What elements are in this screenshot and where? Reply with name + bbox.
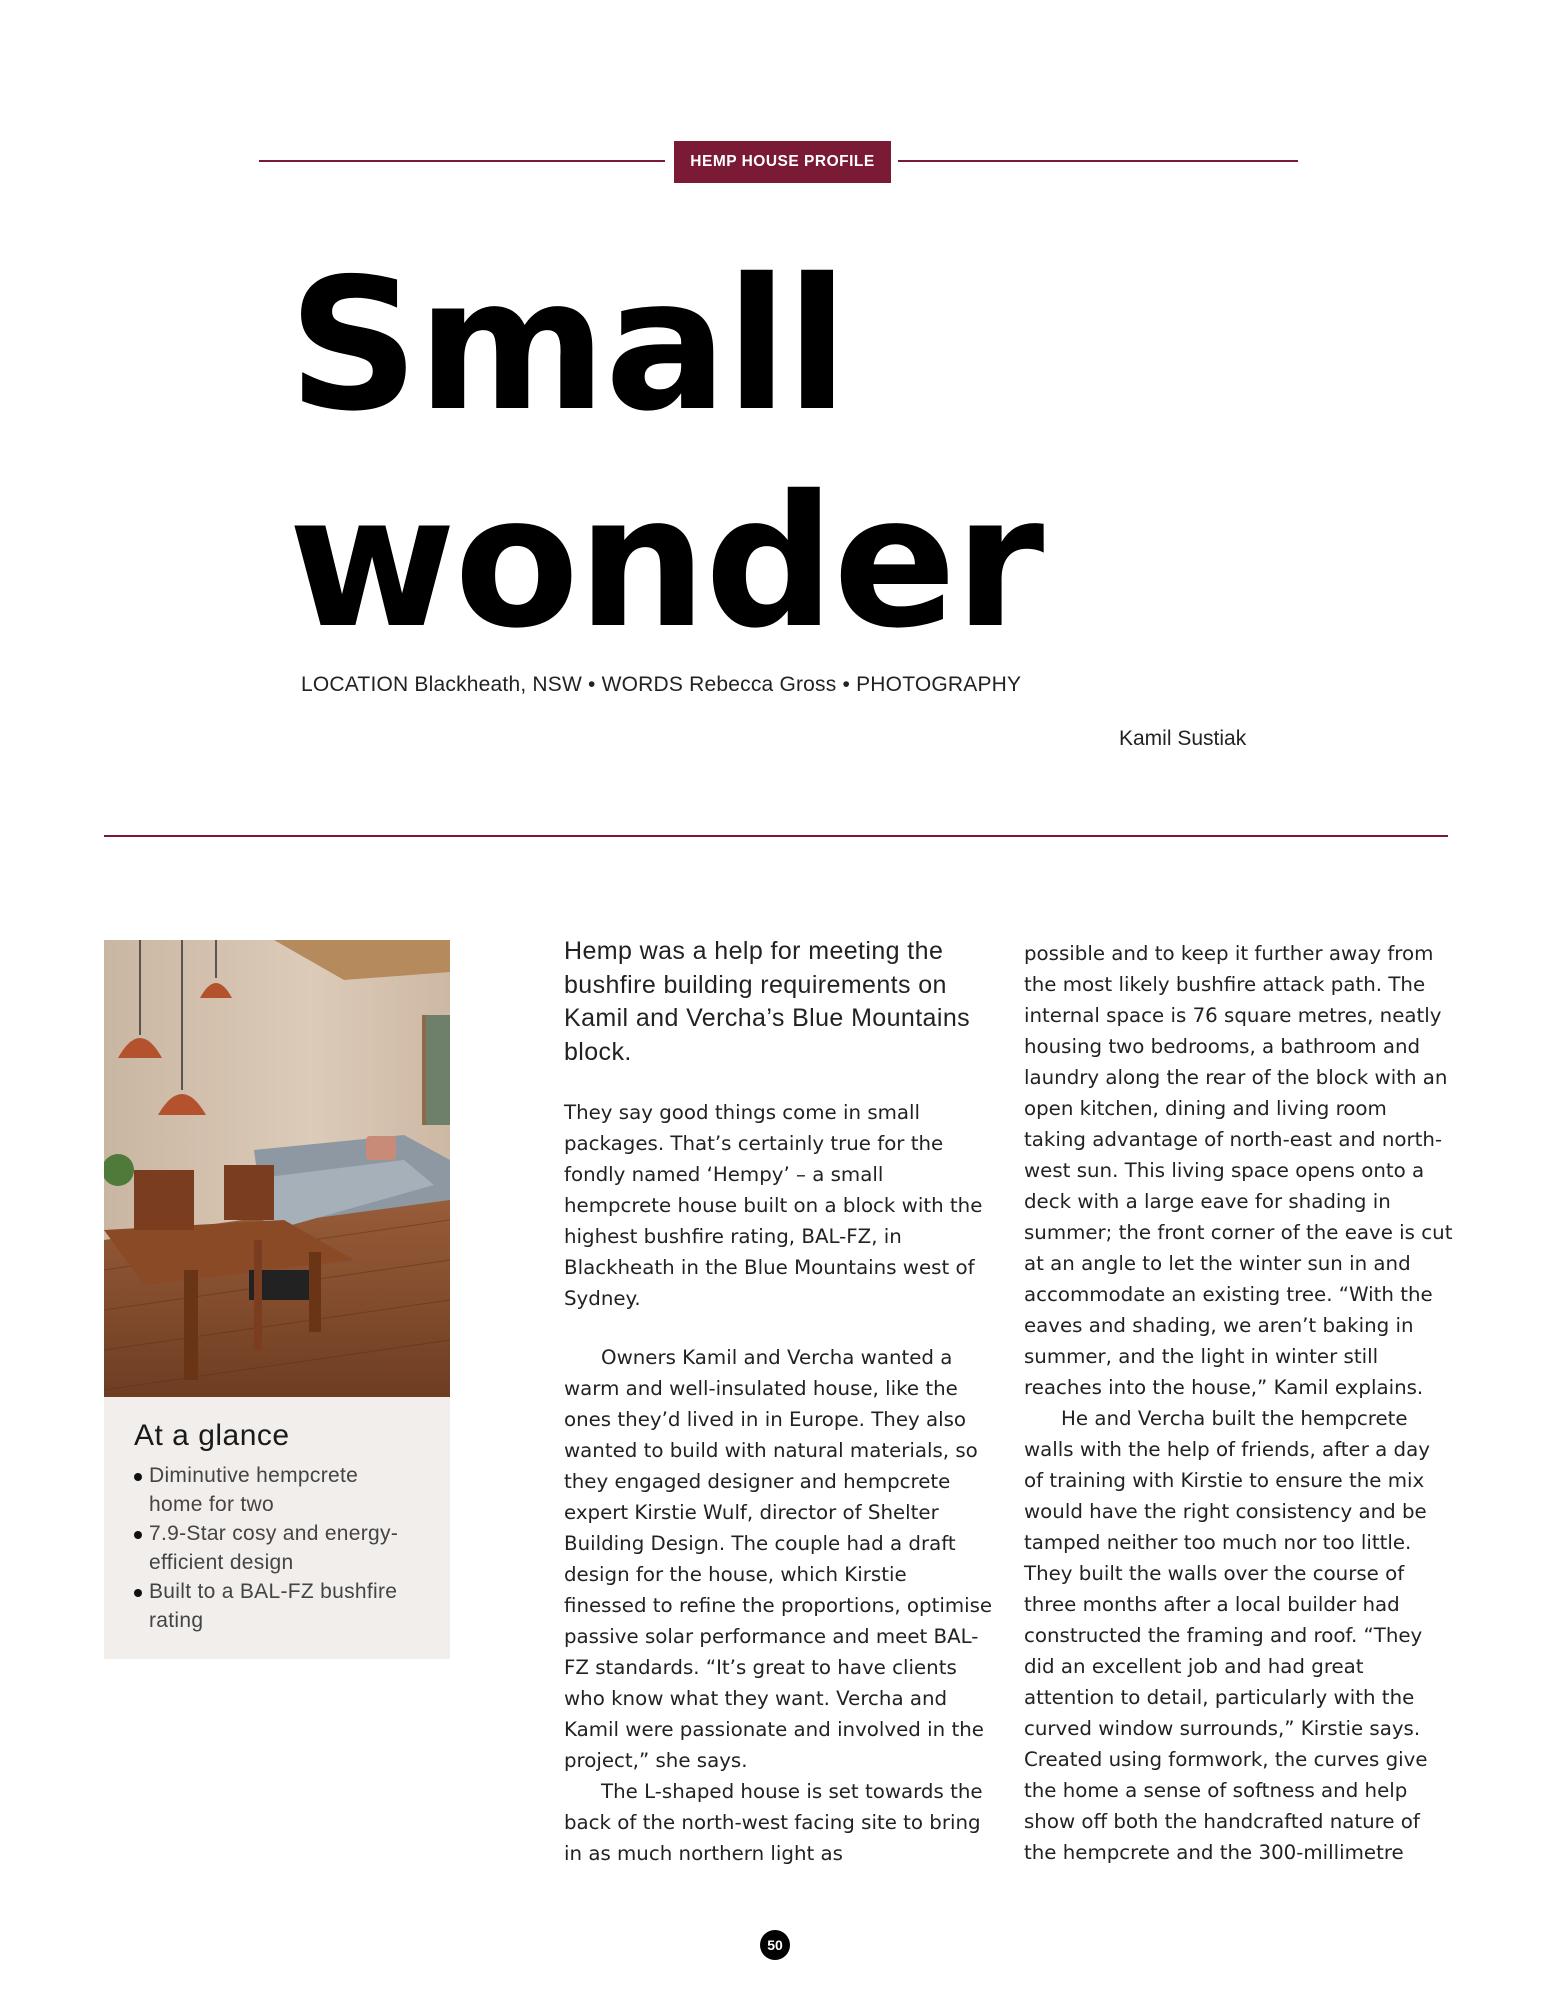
header-rule-right — [898, 160, 1298, 162]
at-a-glance-box — [104, 1397, 450, 1659]
bullet-icon — [134, 1473, 142, 1481]
interior-photo — [104, 940, 450, 1397]
section-tag: HEMP HOUSE PROFILE — [674, 141, 891, 183]
list-item: Built to a BAL-FZ bushfire rating — [134, 1577, 450, 1635]
list-item: Diminutive hempcrete home for two — [134, 1461, 450, 1519]
body-paragraph: He and Vercha built the hempcrete walls with the help of friends, after a day of training with Kirstie to ensure the mix would have the right consistency and be tamped neither too much nor too little. They built the walls over the course of three months after a local builder had constructed the framing and roof. “They did an excellent job and had great attention to detail, particularly with the curved window surrounds,” Kirstie says. Created using formwork, the curves give the home a sense of softness and help show off both the handcrafted nature of the hempcrete and the 300-millimetre — [1024, 1407, 1430, 1864]
page-number: 50 — [760, 1930, 790, 1960]
glance-list — [134, 1461, 450, 1635]
photographer-name: Kamil Sustiak — [1119, 727, 1247, 750]
body-paragraph: possible and to keep it further away from the most likely bushfire attack path. The internal space is 76 square metres, neatly housing two bedrooms, a bathroom and laundry along the rear of the block with an open kitchen, dining and living room taking advantage of north-east and north-west sun. This living space opens onto a deck with a large eave for shading in summer; the front corner of the eave is cut at an angle to let the winter sun in and accommodate an existing tree. “With the eaves and shading, we aren’t baking in summer, and the light in winter still reaches into the house,” Kamil explains. — [1024, 942, 1453, 1399]
bullet-icon — [134, 1531, 142, 1539]
section-divider — [104, 835, 1448, 837]
body-column-1-top — [564, 1097, 994, 1314]
list-item: 7.9-Star cosy and energy-efficient design — [134, 1519, 450, 1577]
glance-heading: At a glance — [134, 1419, 290, 1452]
bullet-icon — [134, 1589, 142, 1597]
article-credits: LOCATION Blackheath, NSW • WORDS Rebecca Gross • PHOTOGRAPHY — [301, 673, 1022, 696]
page-title-line-2: wonder — [288, 456, 1043, 668]
body-column-1 — [564, 1342, 994, 1869]
body-column-2 — [1024, 938, 1454, 1868]
body-paragraph: The L-shaped house is set towards the back of the north-west facing site to bring in as much northern light as — [564, 1780, 983, 1865]
body-paragraph: They say good things come in small packages. That’s certainly true for the fondly named ‘Hempy’ – a small hempcrete house built on a block with the highest bushfire rating, BAL-FZ, in Blackheath in the Blue Mountains west of Sydney. — [564, 1101, 983, 1310]
article-standfirst: Hemp was a help for meeting the bushfire building requirements on Kamil and Vercha’s Blue Mountains block. — [564, 937, 971, 1066]
body-paragraph: Owners Kamil and Vercha wanted a warm and well-insulated house, like the ones they’d lived in in Europe. They also wanted to build with natural materials, so they engaged designer and hempcrete expert Kirstie Wulf, director of Shelter Building Design. The couple had a draft design for the house, which Kirstie finessed to refine the proportions, optimise passive solar performance and meet BAL-FZ standards. “It’s great to have clients who know what they want. Vercha and Kamil were passionate and involved in the project,” she says. — [564, 1346, 993, 1772]
page-title-line-1: Small — [288, 239, 847, 451]
header-rule-left — [259, 160, 665, 162]
